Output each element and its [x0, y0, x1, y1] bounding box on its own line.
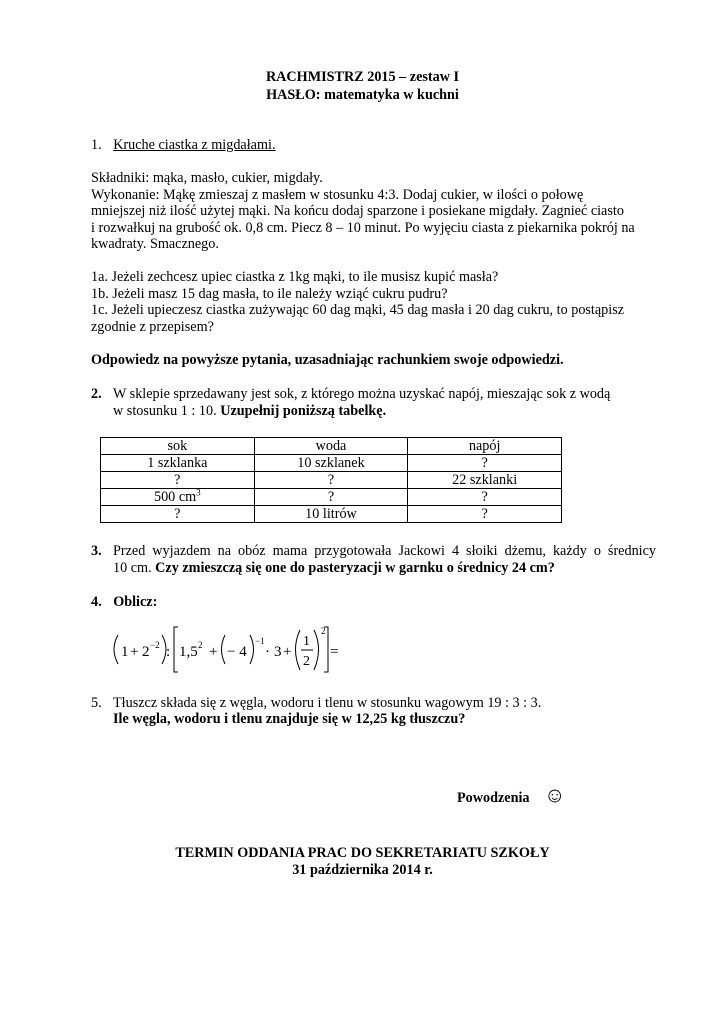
- task1-number: 1.: [91, 137, 102, 153]
- table-cell: 10 szklanek: [254, 455, 408, 472]
- expr-one: 1: [121, 644, 129, 660]
- task3-number: 3.: [91, 543, 102, 559]
- document-subtitle: HASŁO: matematyka w kuchni: [266, 87, 459, 103]
- good-luck-text: Powodzenia: [457, 790, 530, 806]
- table-cell: ?: [254, 472, 408, 489]
- table-header-row: [101, 438, 562, 455]
- fraction-denominator: 2: [303, 654, 310, 669]
- task1-method-line: mniejszej niż ilość użytej mąki. Na końcu dodaj sparzone i posiekane migdały. Zagnieć ciasto: [91, 203, 624, 219]
- task1-method-line: kwadraty. Smacznego.: [91, 236, 219, 252]
- right-paren: [314, 630, 319, 670]
- question-1c: 1c. Jeżeli upieczesz ciastka zużywając 60 dag mąki, 45 dag masła i 20 dag cukru, to postąpisz: [91, 302, 625, 318]
- task3-line1: Przed wyjazdem na obóz mama przygotowała Jackowi 4 słoiki dżemu, każdy o średnicy: [113, 543, 656, 559]
- expr-dot: ·: [265, 644, 270, 660]
- fraction-numerator: 1: [303, 634, 310, 649]
- task3-line2-text: 10 cm.: [113, 560, 156, 576]
- table-cell: ?: [101, 506, 255, 523]
- table-row: [101, 455, 562, 472]
- task1-title: Kruche ciastka z migdałami.: [113, 137, 276, 153]
- table-cell: ?: [408, 506, 562, 523]
- deadline-heading: TERMIN ODDANIA PRAC DO SEKRETARIATU SZKOŁY: [175, 845, 550, 861]
- unit-superscript: 3: [196, 487, 201, 498]
- expr-plus: +: [130, 644, 139, 660]
- question-1a: 1a. Jeżeli zechcesz upiec ciastka z 1kg mąki, to ile musisz kupić masła?: [91, 269, 499, 285]
- left-paren: [222, 635, 226, 664]
- left-paren: [114, 635, 118, 664]
- task4-number: 4.: [91, 594, 102, 610]
- table-cell: 10 litrów: [254, 506, 408, 523]
- task2-instruction: Uzupełnij poniższą tabelkę.: [220, 403, 387, 419]
- task1-instruction: Odpowiedz na powyższe pytania, uzasadniając rachunkiem swoje odpowiedzi.: [91, 352, 564, 368]
- task5-number: 5.: [91, 695, 102, 711]
- table-row: [101, 489, 562, 506]
- table-cell: ?: [408, 455, 562, 472]
- task1-heading: [91, 137, 276, 154]
- task1-method-line: Wykonanie: Mąkę zmieszaj z masłem w stosunku 4:3. Dodaj cukier, w ilości o połowę: [91, 187, 584, 203]
- expr-plus: +: [283, 644, 292, 660]
- math-expression: [108, 622, 338, 678]
- expr-equals: =: [330, 644, 338, 660]
- table-cell: ?: [254, 489, 408, 506]
- expr-exponent: 2: [321, 626, 326, 636]
- task5-line1: Tłuszcz składa się z węgla, wodoru i tlenu w stosunku wagowym 19 : 3 : 3.: [113, 695, 542, 711]
- table-cell: [101, 489, 255, 506]
- left-paren: [296, 630, 301, 670]
- table-cell-value: 500 cm: [153, 489, 197, 505]
- expr-neg-four: − 4: [227, 644, 247, 660]
- expr-exponent: −2: [150, 640, 160, 650]
- table-header: sok: [101, 438, 255, 455]
- task4-heading: [91, 594, 157, 611]
- left-bracket: [174, 627, 178, 672]
- expr-three: 3: [274, 644, 282, 660]
- expr-colon: :: [166, 644, 171, 660]
- expr-base: 1,5: [179, 644, 198, 660]
- expr-plus: +: [209, 644, 218, 660]
- expr-exponent: −1: [255, 636, 265, 646]
- document-title: RACHMISTRZ 2015 – zestaw I: [265, 69, 460, 85]
- task1-ingredients: Składniki: mąka, masło, cukier, migdały.: [91, 170, 323, 186]
- task2-line2-text: w stosunku 1 : 10.: [113, 403, 221, 419]
- table-cell: ?: [408, 489, 562, 506]
- juice-table: [100, 437, 562, 523]
- task4-title: Oblicz:: [113, 594, 158, 610]
- question-1b: 1b. Jeżeli masz 15 dag masła, to ile należy wziąć cukru pudru?: [91, 286, 448, 302]
- table-cell: 22 szklanki: [408, 472, 562, 489]
- right-paren: [250, 635, 254, 664]
- smiley-icon: ☺: [544, 783, 566, 807]
- table-row: [101, 472, 562, 489]
- table-row: [101, 506, 562, 523]
- task2-number: 2.: [91, 386, 102, 402]
- task5-question: Ile węgla, wodoru i tlenu znajduje się w 12,25 kg tłuszczu?: [113, 711, 466, 727]
- table-header: woda: [254, 438, 408, 455]
- task2-line2: [113, 403, 386, 420]
- task1-method-line: i rozwałkuj na grubość ok. 0,8 cm. Piecz 8 – 10 minut. Po wyjęciu ciasta z piekarnika pokrój na: [91, 220, 635, 236]
- table-cell: ?: [101, 472, 255, 489]
- expr-exponent: 2: [198, 640, 203, 650]
- table-header: napój: [408, 438, 562, 455]
- table-cell: 1 szklanka: [101, 455, 255, 472]
- deadline-date: 31 października 2014 r.: [292, 862, 433, 878]
- expr-two: 2: [142, 644, 150, 660]
- task2-line1: W sklepie sprzedawany jest sok, z którego można uzyskać napój, mieszając sok z wodą: [113, 386, 611, 402]
- task3-line2: [113, 560, 555, 577]
- task3-question: Czy zmieszczą się one do pasteryzacji w garnku o średnicy 24 cm?: [155, 560, 555, 576]
- question-1c-cont: zgodnie z przepisem?: [91, 319, 214, 335]
